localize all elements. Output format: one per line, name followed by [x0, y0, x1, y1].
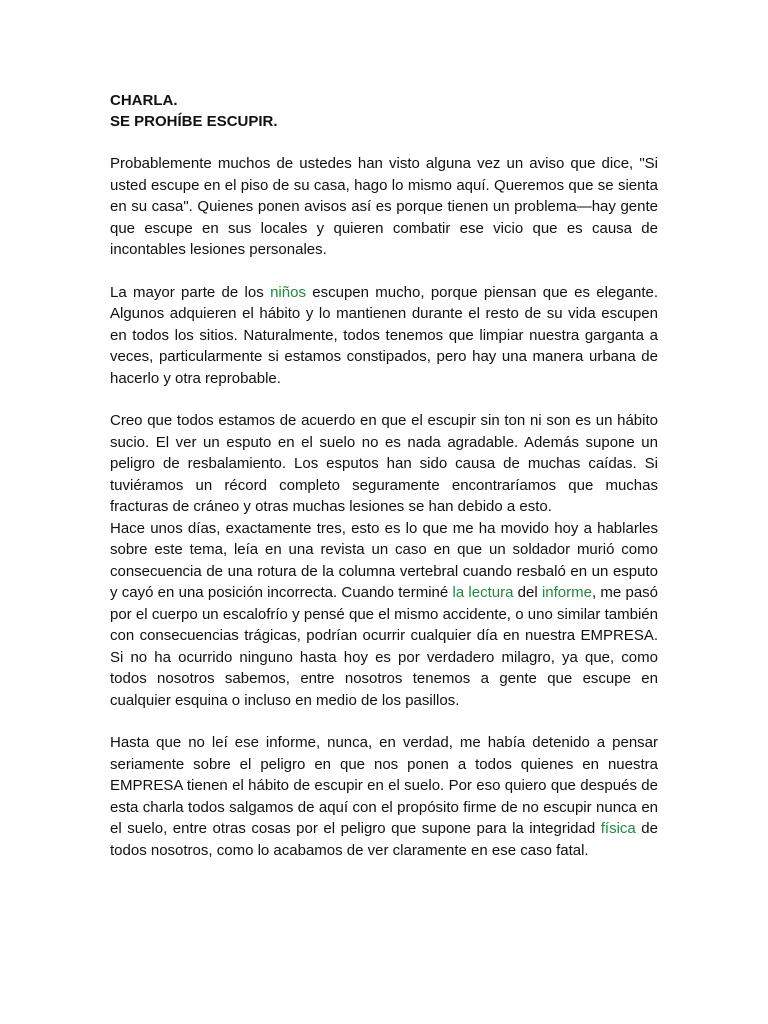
paragraph-4-text-b: del	[513, 584, 542, 601]
paragraph-2-text-b: escupen mucho, porque piensan que es elegante. Algunos adquieren el hábito y lo mantienen durante el resto de su vida escupen en todos los sitios. Naturalmente, todos tenemos que limpiar nuestra garganta a veces, particularmente si estamos constipados, pero hay una manera urbana de hacerlo y otra reprobable.	[110, 283, 658, 387]
paragraph-2	[110, 282, 658, 390]
document-page	[110, 90, 658, 861]
paragraph-3: Creo que todos estamos de acuerdo en que el escupir sin ton ni son es un hábito sucio. El ver un esputo en el suelo no es nada agradable. Además supone un peligro de resbalamiento. Los esputos han sido causa de muchas caídas. Si tuviéramos un récord completo seguramente encontraríamos que muchas fracturas de cráneo y otras muchas lesiones se han debido a esto.	[110, 412, 658, 515]
link-informe[interactable]: informe	[541, 584, 592, 601]
paragraph-5-text-b: de todos nosotros, como lo acabamos de ver claramente en ese caso fatal.	[110, 820, 658, 859]
document-title	[110, 90, 658, 132]
paragraph-5-text-a: Hasta que no leí ese informe, nunca, en verdad, me había detenido a pensar seriamente sobre el peligro en que nos ponen a todos quienes en nuestra EMPRESA tienen el hábito de escupir en el suelo. Por eso quiero que después de esta charla todos salgamos de aquí con el propósito firme de no escupir nunca en el suelo, entre otras cosas por el peligro que supone para la integridad	[110, 734, 658, 837]
paragraph-4-text-a: Hace unos días, exactamente tres, esto es lo que me ha movido hoy a hablarles sobre este tema, leía en una revista un caso en que un soldador murió como consecuencia de una rotura de la columna vertebral cuando resbaló en un esputo y cayó en una posición incorrecta. Cuando terminé	[110, 519, 658, 601]
link-la-lectura[interactable]: la lectura	[452, 584, 514, 601]
paragraph-5	[110, 732, 658, 861]
paragraph-4	[110, 518, 658, 712]
title-line-2: SE PROHÍBE ESCUPIR.	[110, 113, 278, 130]
paragraph-1: Probablemente muchos de ustedes han visto alguna vez un aviso que dice, "Si usted escupe en el piso de su casa, hago lo mismo aquí. Queremos que se sienta en su casa". Quienes ponen avisos así es porque tienen un problema—hay gente que escupe en sus locales y quieren combatir ese vicio que es causa de incontables lesiones personales.	[110, 155, 658, 258]
paragraph-4-text-c: , me pasó por el cuerpo un escalofrío y pensé que el mismo accidente, o uno similar también con consecuencias trágicas, podrían ocurrir cualquier día en nuestra EMPRESA. Si no ha ocurrido ninguno hasta hoy es por verdadero milagro, ya que, como todos nosotros sabemos, entre nosotros tenemos a gente que escupe en cualquier esquina o incluso en medio de los pasillos.	[110, 584, 659, 709]
link-fisica[interactable]: física	[600, 820, 636, 837]
title-line-1: CHARLA.	[110, 92, 178, 109]
paragraph-2-text-a: La mayor parte de los	[110, 283, 271, 301]
link-ninos[interactable]: niños	[270, 283, 306, 301]
